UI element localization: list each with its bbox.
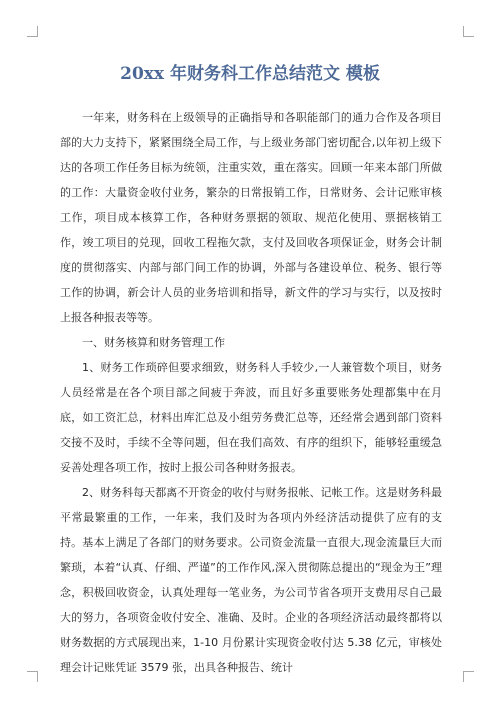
paragraph-item-2: 2、财务科每天都离不开资金的收付与财务报帐、记帐工作。这是财务科最平常最繁重的工作，一年来，我们及时为各项内外经济活动提供了应有的支持。基本上满足了各部门的财务要求。公司资金流量一直很大,现金流量巨大而繁琐，本着“认真、仔细、严谨”的工作作风,深入贯彻陈总提出的“现金为王”理念，积极回收资金，认真处理每一笔业务，为公司节省各项开支费用尽自己最大的努力，各项资金收付安全、准确、及时。企业的各项经济活动最终都将以财务数据的方式展现出来，1-10 月份累计实现资金收付达 5.38 亿元，审核处理会计记账凭证 3579 张，出具各种报告、统计 [60,486,442,674]
paragraph-item-1: 1、财务工作琐碎但要求细致，财务科人手较少,一人兼管数个项目，财务人员经常是在各个项目部之间疲于奔波，而且好多重要账务处理都集中在月底，如工资汇总，材料出库汇总及小组劳务费汇总等，还经常会遇到部门资料交接不及时，手续不全等问题，但在我们高效、有序的组织下，能够轻重缓急妥善处理各项工作，按时上报公司各种财务报表。 [60,361,442,474]
page-title [50,62,450,86]
title-year: 20xx [120,64,165,84]
section-heading: 一、财务核算和财务管理工作 [82,336,225,349]
title-text: 年财务科工作总结范文 模板 [164,64,380,84]
crop-mark-top-left [27,26,38,37]
crop-mark-top-right [463,26,474,37]
document-body [60,105,442,680]
crop-mark-bottom-left [27,671,38,682]
crop-mark-bottom-right [463,671,474,682]
intro-paragraph: 一年来，财务科在上级领导的正确指导和各职能部门的通力合作及各项目部的大力支持下，紧紧围绕全局工作，与上级业务部门密切配合,以年初上级下达的各项工作任务目标为统领，注重实效，重在落实。回顾一年来本部门所做的工作：大量资金收付业务，繁杂的日常报销工作，日常财务、会计记账审核工作，项目成本核算工作，各种财务票据的领取、规范化使用、票据核销工作，竣工项目的兑现，回收工程拖欠款，支付及回收各项保证金，财务会计制度的贯彻落实、内部与部门间工作的协调，外部与各建设单位、税务、银行等工作的协调，新会计人员的业务培训和指导，新文件的学习与实行，以及按时上报各种报表等等。 [60,111,442,324]
